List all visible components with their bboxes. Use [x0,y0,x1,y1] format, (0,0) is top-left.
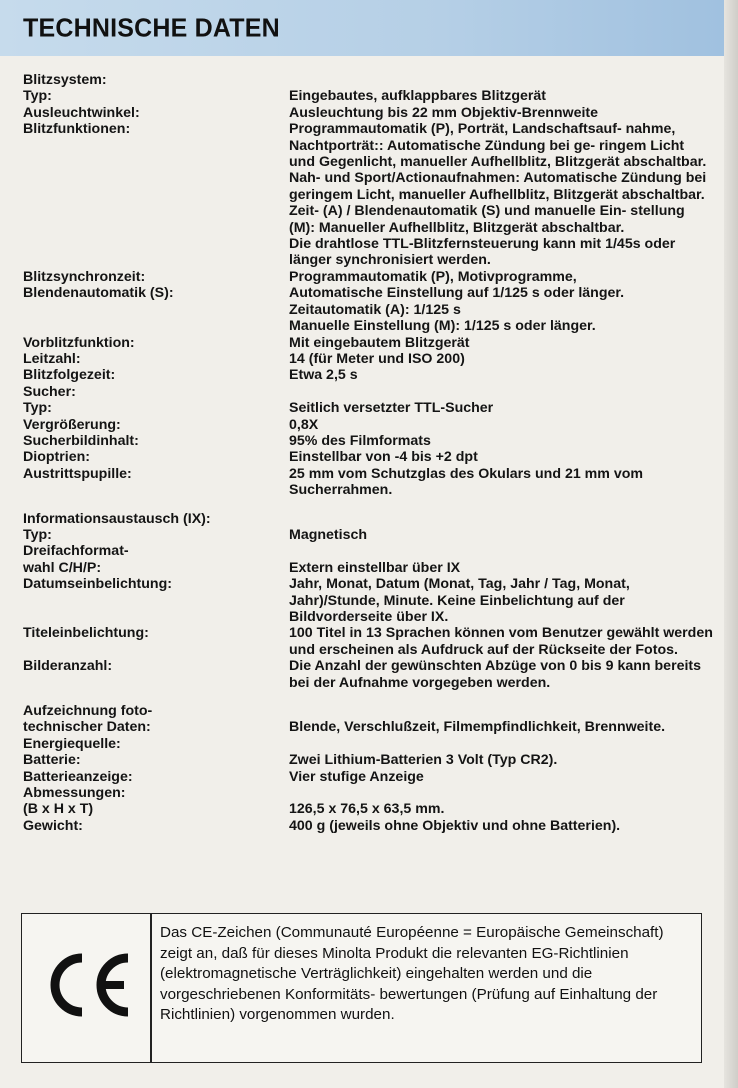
spec-gap [23,691,713,703]
spec-row [23,560,713,576]
spec-label: Gewicht: [23,817,83,834]
spec-label: Batterie: [23,752,81,769]
ce-notice-text: Das CE-Zeichen (Communauté Européenne = Europäische Gemeinschaft) zeigt an, daß für dieses Minolta Produkt die relevanten EG-Richtlinien (elektromagnetische Verträglichkeit) eingehalten werden und die vorgeschriebenen Konformitäts- bewertungen (Prüfung auf Einhaltung der Richtlinien) vorgenommen wurden. [160,924,664,1024]
spec-value [289,511,713,527]
spec-label: Sucherbildinhalt: [23,432,139,449]
spec-value: Vier stufige Anzeige [289,768,424,785]
page-edge [724,0,738,1088]
spec-label: Dioptrien: [23,449,90,466]
spec-label: Energiequelle: [23,735,121,752]
spec-row [23,384,713,400]
spec-table [23,72,713,834]
spec-row [23,400,713,416]
spec-label: Bilderanzahl: [23,658,113,675]
spec-row [23,351,713,367]
spec-label: Blitzsystem: [23,72,107,88]
spec-row [23,785,713,801]
spec-row [23,658,713,691]
spec-label: Typ: [23,400,52,417]
spec-value: 25 mm vom Schutzglas des Okulars und 21 mm vom Sucherrahmen. [289,465,644,499]
spec-row [23,88,713,104]
spec-value: 400 g (jeweils ohne Objektiv und ohne Batterien). [289,817,621,834]
spec-label: Vergrößerung: [23,416,121,433]
spec-row [23,367,713,383]
spec-label: Informationsaustausch (IX): [23,510,211,527]
spec-value: 126,5 x 76,5 x 63,5 mm. [289,801,445,818]
spec-row [23,170,713,203]
spec-row [23,335,713,351]
spec-value: Manuelle Einstellung (M): 1/125 s oder länger. [289,318,596,335]
spec-row [23,625,713,658]
spec-row [23,466,713,499]
spec-row [23,72,713,88]
spec-value: 14 (für Meter und ISO 200) [289,350,465,367]
spec-row [23,203,713,236]
spec-value: Automatische Einstellung auf 1/125 s oder länger. [289,285,625,302]
spec-row [23,318,713,334]
spec-value [289,543,713,559]
spec-label: Austrittspupille: [23,465,132,482]
spec-row [23,527,713,543]
spec-value: 100 Titel in 13 Sprachen können vom Benutzer gewählt werden und erscheinen als Aufdruck auf der Rückseite der Fotos. [289,625,713,658]
spec-row [23,105,713,121]
spec-value: Programmautomatik (P), Porträt, Landschaftsauf- nahme, Nachtporträt:: Automatische Zündung bei ge- ringem Licht und Gegenlicht, manueller Aufhellblitz, Blitzgerät abschaltbar. [289,121,707,171]
spec-label: Dreifachformat- [23,543,129,560]
spec-row [23,236,713,269]
spec-label: Typ: [23,526,52,543]
spec-value: Magnetisch [289,526,368,543]
spec-row [23,719,713,735]
spec-value: Zwei Lithium-Batterien 3 Volt (Typ CR2). [289,752,558,769]
spec-value: Die drahtlose TTL-Blitzfernsteuerung kann mit 1/45s oder länger synchronisiert werden. [289,236,676,269]
spec-value: Seitlich versetzter TTL-Sucher [289,400,494,417]
spec-value [289,384,713,400]
spec-row [23,417,713,433]
spec-row [23,543,713,559]
spec-row [23,269,713,285]
spec-gap [23,499,713,511]
spec-value: Nah- und Sport/Actionaufnahmen: Automatische Zündung bei geringem Licht, manueller Aufhellblitz, Blitzgerät abschaltbar. [289,170,707,203]
spec-label: Batterieanzeige: [23,768,133,785]
spec-row [23,769,713,785]
spec-label: technischer Daten: [23,719,151,736]
spec-value [289,736,713,752]
spec-label [23,302,289,318]
spec-label: Ausleuchtwinkel: [23,104,140,121]
spec-label: (B x H x T) [23,801,94,818]
spec-value: Zeit- (A) / Blendenautomatik (S) und manuelle Ein- stellung (M): Manueller Aufhellblitz, Blitzgerät abschaltbar. [289,203,685,236]
spec-value [289,703,713,719]
spec-value: Die Anzahl der gewünschten Abzüge von 0 bis 9 kann bereits bei der Aufnahme vorgegeben werden. [289,658,702,691]
spec-label [23,170,289,203]
spec-label: Datumseinbelichtung: [23,576,172,593]
page-title: TECHNISCHE DATEN [23,13,280,43]
ce-divider [150,914,152,1062]
spec-value: Jahr, Monat, Datum (Monat, Tag, Jahr / Tag, Monat, Jahr)/Stunde, Minute. Keine Einbelichtung auf der Bildvorderseite über IX. [289,576,630,625]
spec-row [23,449,713,465]
spec-value: Mit eingebautem Blitzgerät [289,334,470,351]
spec-value [289,785,713,801]
spec-value: 95% des Filmformats [289,432,431,449]
spec-value: Programmautomatik (P), Motivprogramme, [289,268,577,285]
spec-label: Blendenautomatik (S): [23,285,174,302]
spec-label: Blitzsynchronzeit: [23,268,146,285]
spec-label: Titeleinbelichtung: [23,625,149,642]
spec-label: Leitzahl: [23,350,81,367]
spec-value: Blende, Verschlußzeit, Filmempfindlichkeit, Brennweite. [289,719,666,736]
spec-label: Typ: [23,88,52,105]
spec-label: Blitzfunktionen: [23,121,131,138]
spec-value: Zeitautomatik (A): 1/125 s [289,301,461,318]
spec-label: Sucher: [23,383,76,400]
spec-row [23,576,713,625]
ce-mark-icon [40,950,136,1020]
spec-row [23,818,713,834]
ce-notice-box [21,913,702,1063]
spec-row [23,736,713,752]
spec-value: Einstellbar von -4 bis +2 dpt [289,449,478,466]
spec-value: 0,8X [289,416,319,433]
spec-value: Ausleuchtung bis 22 mm Objektiv-Brennweite [289,104,599,121]
spec-label [23,203,289,236]
spec-row [23,752,713,768]
spec-row [23,285,713,301]
spec-row [23,433,713,449]
spec-value: Etwa 2,5 s [289,367,358,384]
spec-value: Eingebautes, aufklappbares Blitzgerät [289,88,547,105]
spec-value [289,72,713,88]
spec-row [23,511,713,527]
spec-label: wahl C/H/P: [23,559,102,576]
spec-row [23,121,713,170]
spec-label [23,318,289,334]
spec-label [23,236,289,269]
spec-label: Blitzfolgezeit: [23,367,116,384]
header-band [0,0,738,56]
spec-label: Vorblitzfunktion: [23,334,135,351]
spec-value: Extern einstellbar über IX [289,559,461,576]
spec-row [23,801,713,817]
spec-label: Abmessungen: [23,785,126,802]
spec-label: Aufzeichnung foto- [23,703,153,720]
spec-row [23,302,713,318]
spec-row [23,703,713,719]
